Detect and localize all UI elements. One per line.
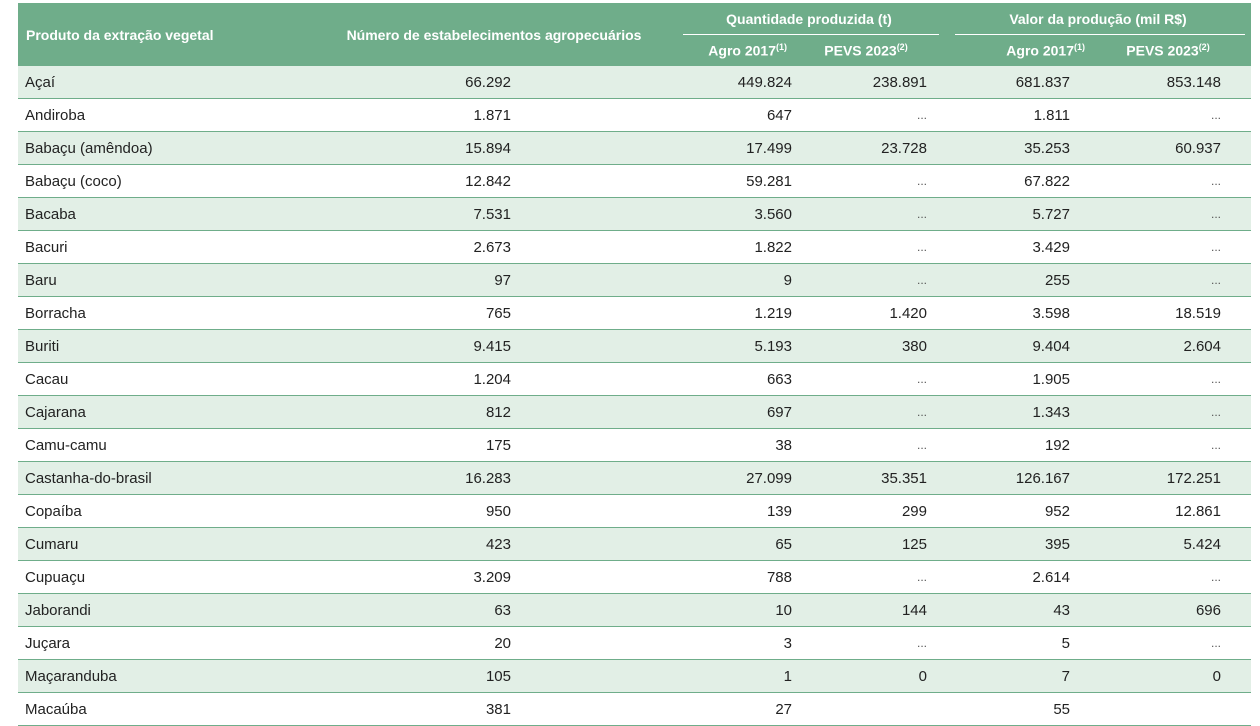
cell-qty-agro: 27 (673, 693, 799, 726)
header-product: Produto da extração vegetal (18, 3, 315, 66)
cell-val-pevs: ... (1097, 198, 1251, 231)
cell-qty-agro: 10 (673, 594, 799, 627)
table-row (18, 198, 1251, 231)
table-row (18, 66, 1251, 99)
cell-product: Cacau (18, 363, 315, 396)
cell-val-pevs: ... (1097, 396, 1251, 429)
cell-product: Babaçu (amêndoa) (18, 132, 315, 165)
cell-val-pevs: ... (1097, 429, 1251, 462)
cell-val-pevs: 0 (1097, 660, 1251, 693)
cell-establishments: 105 (315, 660, 673, 693)
table-row (18, 528, 1251, 561)
header-group-quantity (673, 3, 945, 35)
cell-val-agro: 55 (945, 693, 1097, 726)
cell-qty-agro: 5.193 (673, 330, 799, 363)
cell-val-agro: 2.614 (945, 561, 1097, 594)
cell-val-agro: 67.822 (945, 165, 1097, 198)
cell-qty-pevs: 125 (799, 528, 945, 561)
cell-product: Castanha-do-brasil (18, 462, 315, 495)
cell-val-agro: 681.837 (945, 66, 1097, 99)
cell-qty-agro: 27.099 (673, 462, 799, 495)
cell-establishments: 97 (315, 264, 673, 297)
cell-val-agro: 1.343 (945, 396, 1097, 429)
cell-product: Bacuri (18, 231, 315, 264)
cell-val-pevs: 696 (1097, 594, 1251, 627)
cell-establishments: 1.871 (315, 99, 673, 132)
cell-qty-pevs: 299 (799, 495, 945, 528)
cell-qty-pevs: 380 (799, 330, 945, 363)
table-row (18, 297, 1251, 330)
cell-qty-agro: 59.281 (673, 165, 799, 198)
table-row (18, 627, 1251, 660)
cell-val-pevs: 172.251 (1097, 462, 1251, 495)
cell-establishments: 9.415 (315, 330, 673, 363)
cell-qty-pevs: ... (799, 99, 945, 132)
cell-val-pevs (1097, 693, 1251, 726)
cell-product: Buriti (18, 330, 315, 363)
cell-product: Jaborandi (18, 594, 315, 627)
table-row (18, 231, 1251, 264)
cell-establishments: 423 (315, 528, 673, 561)
header-group-value (945, 3, 1251, 35)
cell-establishments: 16.283 (315, 462, 673, 495)
cell-product: Copaíba (18, 495, 315, 528)
cell-val-agro: 3.598 (945, 297, 1097, 330)
cell-product: Maçaranduba (18, 660, 315, 693)
cell-qty-pevs: ... (799, 363, 945, 396)
production-table-container (18, 3, 1251, 726)
cell-val-pevs: ... (1097, 231, 1251, 264)
header-group-value-underline (955, 34, 1245, 35)
cell-qty-agro: 449.824 (673, 66, 799, 99)
table-row (18, 363, 1251, 396)
cell-qty-pevs: ... (799, 198, 945, 231)
table-body (18, 66, 1251, 726)
cell-qty-agro: 139 (673, 495, 799, 528)
cell-product: Cupuaçu (18, 561, 315, 594)
cell-qty-agro: 647 (673, 99, 799, 132)
cell-establishments: 66.292 (315, 66, 673, 99)
header-group-value-label: Valor da produção (mil R$) (1009, 11, 1187, 27)
cell-product: Cumaru (18, 528, 315, 561)
cell-qty-pevs: 1.420 (799, 297, 945, 330)
table-row (18, 99, 1251, 132)
cell-qty-pevs: 0 (799, 660, 945, 693)
cell-val-agro: 126.167 (945, 462, 1097, 495)
extraction-production-table (18, 3, 1251, 726)
cell-val-pevs: ... (1097, 264, 1251, 297)
cell-qty-pevs: ... (799, 429, 945, 462)
cell-qty-pevs: ... (799, 231, 945, 264)
cell-qty-agro: 1 (673, 660, 799, 693)
cell-establishments: 950 (315, 495, 673, 528)
cell-val-pevs: 60.937 (1097, 132, 1251, 165)
cell-product: Açaí (18, 66, 315, 99)
cell-product: Andiroba (18, 99, 315, 132)
cell-val-pevs: 18.519 (1097, 297, 1251, 330)
table-row (18, 561, 1251, 594)
cell-product: Babaçu (coco) (18, 165, 315, 198)
cell-product: Borracha (18, 297, 315, 330)
cell-establishments: 2.673 (315, 231, 673, 264)
cell-val-agro: 255 (945, 264, 1097, 297)
cell-val-agro: 5.727 (945, 198, 1097, 231)
cell-val-agro: 395 (945, 528, 1097, 561)
cell-qty-pevs (799, 693, 945, 726)
cell-val-pevs: ... (1097, 165, 1251, 198)
cell-val-agro: 5 (945, 627, 1097, 660)
cell-establishments: 15.894 (315, 132, 673, 165)
table-row (18, 330, 1251, 363)
cell-qty-pevs: 144 (799, 594, 945, 627)
cell-val-agro: 1.905 (945, 363, 1097, 396)
cell-product: Camu-camu (18, 429, 315, 462)
table-row (18, 462, 1251, 495)
cell-qty-agro: 3.560 (673, 198, 799, 231)
cell-qty-agro: 1.219 (673, 297, 799, 330)
cell-qty-agro: 65 (673, 528, 799, 561)
header-val-pevs: PEVS 2023$^{(2)}$ (1097, 35, 1251, 66)
cell-product: Juçara (18, 627, 315, 660)
cell-establishments: 20 (315, 627, 673, 660)
table-row (18, 165, 1251, 198)
header-group-quantity-underline (683, 34, 939, 35)
cell-val-pevs: ... (1097, 561, 1251, 594)
cell-val-pevs: ... (1097, 363, 1251, 396)
cell-qty-pevs: ... (799, 396, 945, 429)
cell-val-pevs: ... (1097, 627, 1251, 660)
cell-qty-pevs: ... (799, 561, 945, 594)
table-row (18, 495, 1251, 528)
cell-establishments: 12.842 (315, 165, 673, 198)
table-row (18, 396, 1251, 429)
header-qty-pevs: PEVS 2023$^{(2)}$ (799, 35, 945, 66)
table-row (18, 594, 1251, 627)
cell-val-pevs: 12.861 (1097, 495, 1251, 528)
table-row (18, 264, 1251, 297)
header-group-quantity-label: Quantidade produzida (t) (726, 11, 892, 27)
cell-product: Baru (18, 264, 315, 297)
cell-qty-agro: 9 (673, 264, 799, 297)
cell-establishments: 1.204 (315, 363, 673, 396)
cell-val-pevs: 2.604 (1097, 330, 1251, 363)
cell-val-agro: 7 (945, 660, 1097, 693)
cell-establishments: 7.531 (315, 198, 673, 231)
cell-establishments: 175 (315, 429, 673, 462)
cell-val-agro: 952 (945, 495, 1097, 528)
cell-qty-pevs: 35.351 (799, 462, 945, 495)
cell-qty-agro: 788 (673, 561, 799, 594)
table-row (18, 132, 1251, 165)
cell-val-pevs: ... (1097, 99, 1251, 132)
table-row (18, 429, 1251, 462)
cell-product: Macaúba (18, 693, 315, 726)
cell-qty-pevs: ... (799, 627, 945, 660)
table-header (18, 3, 1251, 66)
cell-product: Cajarana (18, 396, 315, 429)
cell-qty-pevs: ... (799, 264, 945, 297)
table-row (18, 693, 1251, 726)
header-establishments: Número de estabelecimentos agropecuários (315, 3, 673, 66)
cell-product: Bacaba (18, 198, 315, 231)
cell-val-agro: 3.429 (945, 231, 1097, 264)
cell-qty-agro: 697 (673, 396, 799, 429)
cell-val-pevs: 5.424 (1097, 528, 1251, 561)
cell-establishments: 3.209 (315, 561, 673, 594)
cell-qty-pevs: 23.728 (799, 132, 945, 165)
cell-qty-pevs: ... (799, 165, 945, 198)
cell-val-agro: 35.253 (945, 132, 1097, 165)
cell-qty-agro: 3 (673, 627, 799, 660)
cell-val-agro: 192 (945, 429, 1097, 462)
cell-qty-agro: 1.822 (673, 231, 799, 264)
cell-val-pevs: 853.148 (1097, 66, 1251, 99)
cell-qty-agro: 663 (673, 363, 799, 396)
table-row (18, 660, 1251, 693)
cell-establishments: 381 (315, 693, 673, 726)
cell-qty-agro: 17.499 (673, 132, 799, 165)
header-qty-agro: Agro 2017$^{(1)}$ (673, 35, 799, 66)
cell-val-agro: 9.404 (945, 330, 1097, 363)
cell-qty-agro: 38 (673, 429, 799, 462)
header-val-agro: Agro 2017$^{(1)}$ (945, 35, 1097, 66)
cell-val-agro: 43 (945, 594, 1097, 627)
cell-establishments: 812 (315, 396, 673, 429)
cell-establishments: 765 (315, 297, 673, 330)
cell-qty-pevs: 238.891 (799, 66, 945, 99)
cell-val-agro: 1.811 (945, 99, 1097, 132)
cell-establishments: 63 (315, 594, 673, 627)
